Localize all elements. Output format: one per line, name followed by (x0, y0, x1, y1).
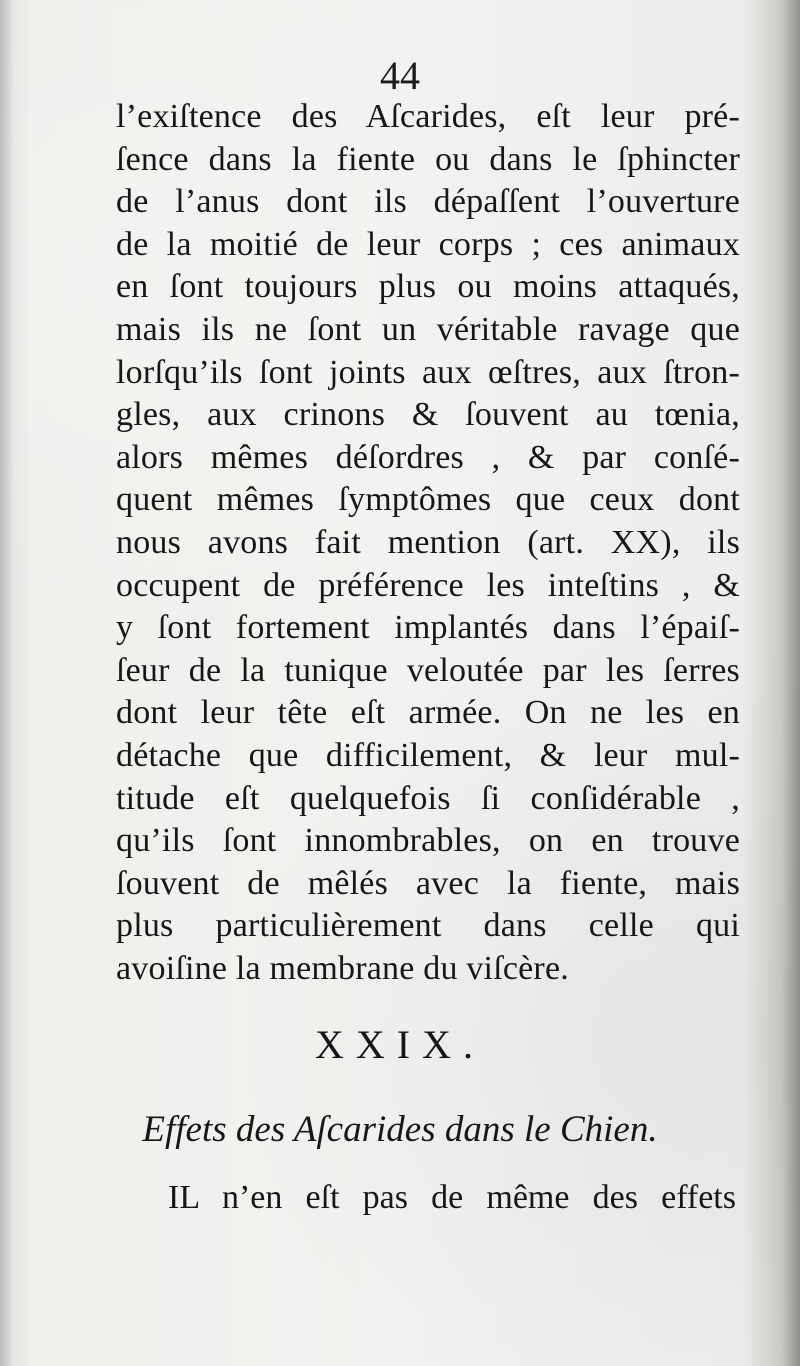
text-line: ſence dans la fiente ou dans le ſphincter (116, 140, 740, 178)
text-line: de la moitié de leur corps ; ces animaux (116, 225, 740, 263)
text-line: gles, aux crinons & ſouvent au tœnia, (116, 396, 740, 434)
continuation-line: IL n’en eſt pas de même des effets (168, 1179, 736, 1216)
page-left-shadow (0, 0, 14, 1366)
text-line: quent mêmes ſymptômes que ceux dont (116, 481, 740, 519)
page-number: 44 (380, 53, 420, 98)
page-right-edge (782, 0, 800, 1366)
text-line: titude eſt quelquefois ſi conſidérable , (116, 779, 740, 817)
text-line: occupent de préférence les inteſtins , & (116, 566, 740, 604)
text-line: lorſqu’ils ſont joints aux œſtres, aux ſtron- (116, 353, 740, 391)
text-line: dont leur tête eſt armée. On ne les en (116, 694, 740, 732)
section-number: XXIX. (315, 1022, 485, 1067)
text-line: l’exiſtence des Aſcarides, eſt leur pré- (116, 98, 740, 135)
text-line: y ſont fortement implantés dans l’épaiſ- (116, 609, 740, 647)
text-line: mais ils ne ſont un véritable ravage que (116, 310, 740, 348)
text-line: avoiſine la membrane du viſcère. (116, 949, 569, 987)
text-line: qu’ils ſont innombrables, on en trouve (116, 822, 740, 860)
text-line: alors mêmes déſordres , & par conſé- (116, 438, 740, 476)
text-line: détache que difficilement, & leur mul- (116, 736, 740, 774)
text-line: de l’anus dont ils dépaſſent l’ouverture (116, 183, 740, 221)
text-line: ſouvent de mêlés avec la fiente, mais (116, 864, 740, 902)
text-line: plus particulièrement dans celle qui (116, 907, 740, 945)
text-line: ſeur de la tunique veloutée par les ſerres (116, 651, 740, 689)
section-title: Effets des Aſcarides dans le Chien. (142, 1109, 658, 1150)
text-line: nous avons fait mention (art. XX), ils (116, 523, 740, 561)
main-paragraph (116, 96, 740, 990)
text-line: en ſont toujours plus ou moins attaqués, (116, 268, 740, 306)
